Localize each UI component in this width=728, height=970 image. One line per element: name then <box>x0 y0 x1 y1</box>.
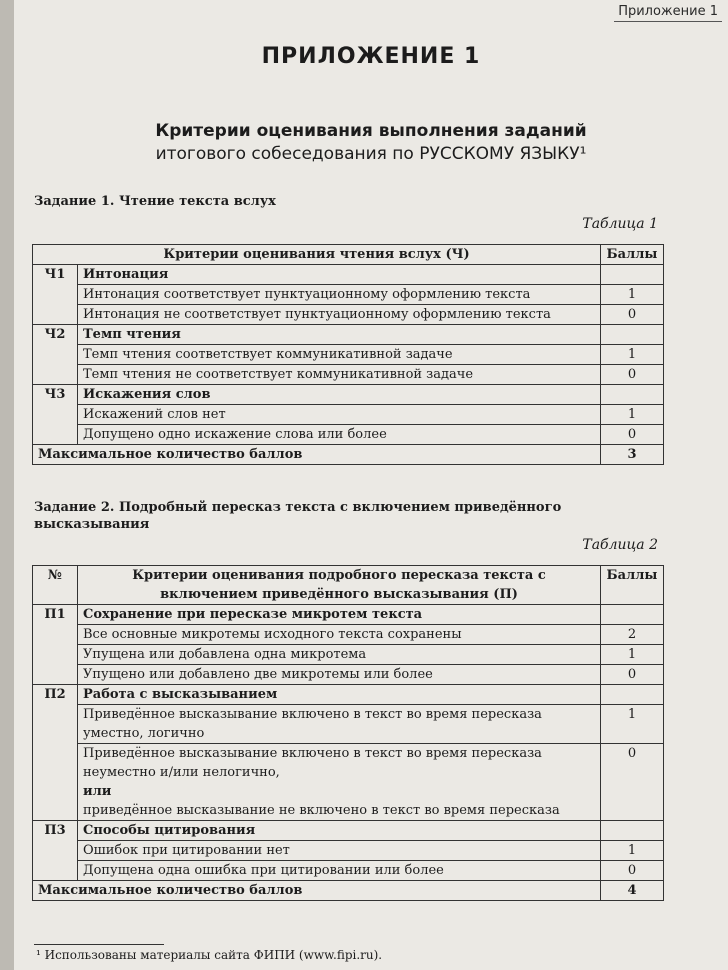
empty-cell <box>601 685 664 705</box>
group-row <box>33 265 664 285</box>
table-row <box>33 405 664 425</box>
table-row <box>33 744 664 821</box>
table-header-row <box>33 566 664 605</box>
table-row <box>33 645 664 665</box>
header-points: Баллы <box>601 566 664 605</box>
table-row <box>33 365 664 385</box>
table-row <box>33 665 664 685</box>
group-row <box>33 685 664 705</box>
group-row <box>33 325 664 345</box>
max-row <box>33 445 664 465</box>
table2 <box>32 565 664 901</box>
group-row <box>33 605 664 625</box>
row-points: 1 <box>601 705 664 744</box>
row-text-multi <box>78 744 601 821</box>
row-points: 1 <box>601 405 664 425</box>
row-text: Упущено или добавлено две микротемы или более <box>78 665 601 685</box>
row-points: 1 <box>601 285 664 305</box>
document-title <box>14 120 728 166</box>
criterion-code: Ч3 <box>33 385 78 445</box>
row-text-or: или <box>83 784 112 799</box>
running-header: Приложение 1 <box>614 4 722 22</box>
book-page <box>14 0 728 970</box>
criterion-title: Темп чтения <box>78 325 601 345</box>
footnote: ¹ Использованы материалы сайта ФИПИ (www.fipi.ru). <box>36 948 383 962</box>
max-row <box>33 881 664 901</box>
table-row <box>33 841 664 861</box>
row-points: 1 <box>601 345 664 365</box>
table-row <box>33 305 664 325</box>
header-points: Баллы <box>601 245 664 265</box>
criterion-code: Ч2 <box>33 325 78 385</box>
footnote-divider <box>34 944 164 945</box>
task1-heading: Задание 1. Чтение текста вслух <box>34 194 276 209</box>
table-header-row <box>33 245 664 265</box>
empty-cell <box>601 265 664 285</box>
criterion-title: Искажения слов <box>78 385 601 405</box>
criterion-title: Способы цитирования <box>78 821 601 841</box>
row-text: Темп чтения не соответствует коммуникативной задаче <box>78 365 601 385</box>
appendix-title: ПРИЛОЖЕНИЕ 1 <box>261 44 481 69</box>
row-text: Интонация не соответствует пунктуационному оформлению текста <box>78 305 601 325</box>
row-text: Приведённое высказывание включено в текст во время пересказа уместно, логично <box>78 705 601 744</box>
max-points: 3 <box>601 445 664 465</box>
document-title-line1: Критерии оценивания выполнения заданий <box>155 121 587 141</box>
header-criteria: Критерии оценивания чтения вслух (Ч) <box>33 245 601 265</box>
row-points: 0 <box>601 425 664 445</box>
criterion-code: П3 <box>33 821 78 881</box>
max-label: Максимальное количество баллов <box>33 881 601 901</box>
task2-heading: Задание 2. Подробный пересказ текста с включением приведённого высказывания <box>34 500 562 532</box>
header-criteria: Критерии оценивания подробного пересказа текста с включением приведённого высказывания (П) <box>78 566 601 605</box>
table-row <box>33 705 664 744</box>
criterion-code: П2 <box>33 685 78 821</box>
row-text: Темп чтения соответствует коммуникативной задаче <box>78 345 601 365</box>
row-text: Допущено одно искажение слова или более <box>78 425 601 445</box>
criterion-title: Интонация <box>78 265 601 285</box>
empty-cell <box>601 385 664 405</box>
table-row <box>33 345 664 365</box>
row-points: 1 <box>601 841 664 861</box>
group-row <box>33 385 664 405</box>
row-points: 0 <box>601 665 664 685</box>
header-number: № <box>33 566 78 605</box>
row-text: Интонация соответствует пунктуационному оформлению текста <box>78 285 601 305</box>
table-row <box>33 861 664 881</box>
row-text: Искажений слов нет <box>78 405 601 425</box>
row-points: 0 <box>601 861 664 881</box>
table-row <box>33 425 664 445</box>
row-text-part: приведённое высказывание не включено в текст во время пересказа <box>83 803 560 818</box>
group-row <box>33 821 664 841</box>
criterion-code: П1 <box>33 605 78 685</box>
row-points: 1 <box>601 645 664 665</box>
row-points: 2 <box>601 625 664 645</box>
row-text: Упущена или добавлена одна микротема <box>78 645 601 665</box>
table1 <box>32 244 664 465</box>
row-points: 0 <box>601 305 664 325</box>
empty-cell <box>601 325 664 345</box>
book-spine <box>0 0 14 970</box>
table-row <box>33 285 664 305</box>
max-points: 4 <box>601 881 664 901</box>
row-text: Допущена одна ошибка при цитировании или более <box>78 861 601 881</box>
row-text-part: Приведённое высказывание включено в текст во время пересказа неуместно и/или нелогично, <box>83 746 542 780</box>
row-points: 0 <box>601 365 664 385</box>
table2-caption: Таблица 2 <box>582 537 658 553</box>
criterion-title: Сохранение при пересказе микротем текста <box>78 605 601 625</box>
criterion-title: Работа с высказыванием <box>78 685 601 705</box>
document-title-line2: итогового собеседования по РУССКОМУ ЯЗЫКУ¹ <box>155 144 587 164</box>
row-text: Все основные микротемы исходного текста сохранены <box>78 625 601 645</box>
criterion-code: Ч1 <box>33 265 78 325</box>
table1-caption: Таблица 1 <box>582 216 658 232</box>
table-row <box>33 625 664 645</box>
empty-cell <box>601 605 664 625</box>
empty-cell <box>601 821 664 841</box>
row-text: Ошибок при цитировании нет <box>78 841 601 861</box>
row-points: 0 <box>601 744 664 821</box>
max-label: Максимальное количество баллов <box>33 445 601 465</box>
